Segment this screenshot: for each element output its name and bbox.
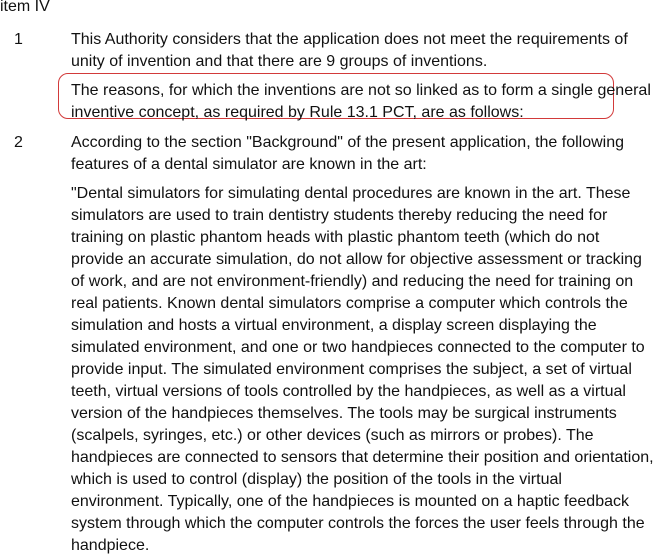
section-2-quote: "Dental simulators for simulating dental procedures are known in the art. These simulators are used to train dentistry students thereby reducing the need for training on plastic phantom heads with plastic phantom teeth (which do not provide an accurate simulation, do not allow for objective assessment or tracking of work, and are not environment-friendly) and reducing the need for training on real patients. Known dental simulators comprise a computer which controls the simulation and hosts a virtual environment, a display screen displaying the simulated environment, and one or two handpieces connected to the computer to provide input. The simulated environment comprises the subject, a set of virtual teeth, virtual versions of tools controlled by the handpieces, as well as a virtual version of the handpieces themselves. The tools may be surgical instruments (scalpels, syringes, etc.) or other devices (such as mirrors or probes). The handpieces are connected to sensors that determine their position and orientation, which is used to control (display) the position of the tools in the virtual environment. Typically, one of the handpieces is mounted on a haptic feedback system through which the computer controls the forces the user feels through the handpiece. (71, 185, 654, 554)
item-heading: item IV (0, 0, 50, 15)
section-1-paragraph-1: This Authority considers that the application does not meet the requirements of unity of invention and that there are 9 groups of inventions. (71, 31, 628, 70)
section-number-1: 1 (14, 31, 23, 48)
section-1-paragraph-2: The reasons, for which the inventions are not so linked as to form a single general inventive concept, as required by Rule 13.1 PCT, are as follows: (71, 82, 651, 121)
section-number-2: 2 (14, 134, 23, 151)
section-2-paragraph-1: According to the section "Background" of the present application, the following features of a dental simulator are known in the art: (71, 134, 625, 173)
